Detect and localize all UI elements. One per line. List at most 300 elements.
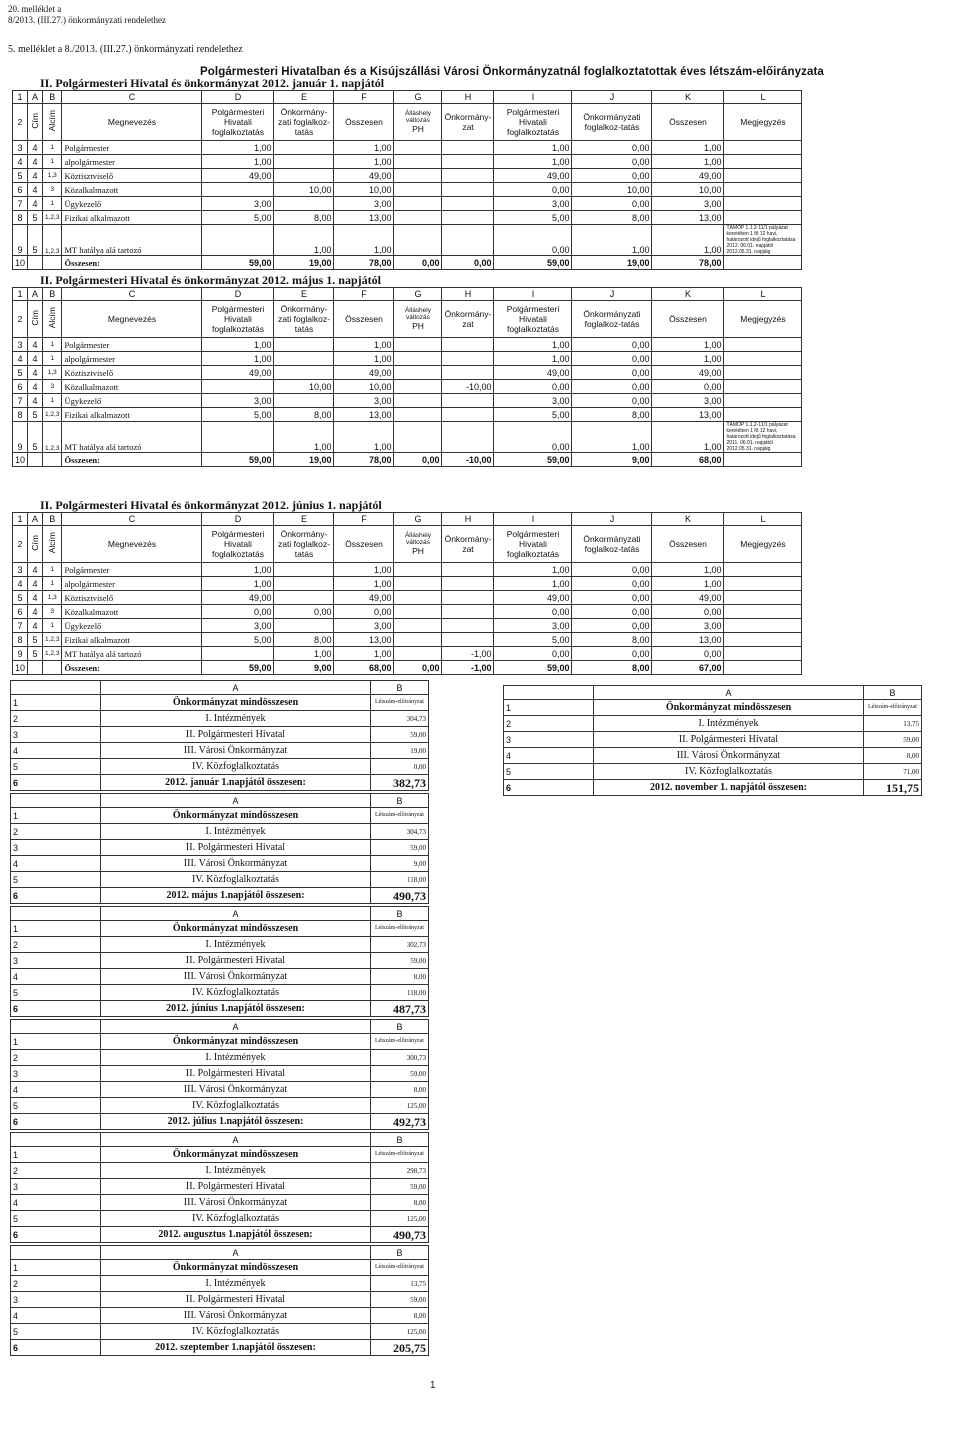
- col-alcim: Alcím: [43, 526, 62, 563]
- row-number: 6: [11, 888, 101, 904]
- table-row: [13, 563, 802, 577]
- row-number: 2: [504, 716, 594, 732]
- category-value: 125,00: [371, 1211, 429, 1227]
- alcim-cell: 1,2,3: [43, 633, 62, 647]
- value-cell: [442, 155, 494, 169]
- cim-cell: 5: [28, 422, 43, 453]
- row-number: 4: [11, 1195, 101, 1211]
- value-cell: 0,00: [494, 605, 572, 619]
- value-cell: 0,00: [572, 338, 652, 352]
- column-letter: A: [101, 1020, 371, 1034]
- value-cell: 59,00: [202, 453, 274, 467]
- value-cell: 49,00: [202, 591, 274, 605]
- value-cell: 1,00: [334, 577, 394, 591]
- column-letter: B: [371, 1020, 429, 1034]
- row-number: 7: [13, 619, 28, 633]
- name-cell: Fizikai alkalmazott: [62, 633, 202, 647]
- value-cell: 1,00: [652, 141, 724, 155]
- col-alcim: Alcím: [43, 104, 62, 141]
- table-row: [13, 225, 802, 256]
- alcim-cell: 1,3: [43, 169, 62, 183]
- value-cell: [274, 577, 334, 591]
- value-cell: 0,00: [572, 563, 652, 577]
- value-cell: 8,00: [572, 211, 652, 225]
- cim-cell: 4: [28, 183, 43, 197]
- cim-cell: 5: [28, 211, 43, 225]
- total-label: 2012. július 1.napjától összesen:: [101, 1114, 371, 1130]
- value-cell: -10,00: [442, 453, 494, 467]
- col-megjegyzes: Megjegyzés: [724, 526, 802, 563]
- value-cell: 1,00: [274, 422, 334, 453]
- value-cell: 0,00: [572, 605, 652, 619]
- column-letter: D: [202, 513, 274, 526]
- value-cell: 1,00: [494, 141, 572, 155]
- category-value: 118,00: [371, 872, 429, 888]
- column-letter: J: [572, 91, 652, 104]
- value-cell: [394, 647, 442, 661]
- col-osszesen-new: Összesen: [652, 526, 724, 563]
- table-row: [11, 1179, 429, 1195]
- value-cell: 19,00: [274, 453, 334, 467]
- row-number: 3: [11, 840, 101, 856]
- value-cell: 3,00: [202, 197, 274, 211]
- table-row: [11, 1098, 429, 1114]
- col-alcim: Alcím: [43, 301, 62, 338]
- value-cell: 3,00: [334, 619, 394, 633]
- column-letter: B: [864, 686, 922, 700]
- total-label: 2012. június 1.napjától összesen:: [101, 1001, 371, 1017]
- note-cell: [724, 197, 802, 211]
- value-cell: [394, 422, 442, 453]
- value-cell: [442, 183, 494, 197]
- col-ph-foglalkoztatas-new: Polgármesteri Hivatali foglalkoztatás: [494, 104, 572, 141]
- value-cell: [442, 394, 494, 408]
- name-cell: alpolgármester: [62, 352, 202, 366]
- value-cell: [442, 633, 494, 647]
- table-row: [13, 577, 802, 591]
- value-cell: [274, 366, 334, 380]
- value-cell: 0,00: [442, 256, 494, 270]
- staffing-table: [12, 287, 802, 467]
- col-osszesen-new: Összesen: [652, 104, 724, 141]
- row-number: [11, 681, 101, 695]
- value-cell: 13,00: [652, 633, 724, 647]
- category-label: II. Polgármesteri Hivatal: [101, 840, 371, 856]
- category-value: 19,00: [371, 743, 429, 759]
- value-cell: [394, 366, 442, 380]
- value-cell: [442, 422, 494, 453]
- note-cell: [724, 619, 802, 633]
- alcim-cell: [43, 661, 62, 675]
- value-cell: 1,00: [334, 563, 394, 577]
- cim-cell: 4: [28, 169, 43, 183]
- value-cell: 49,00: [494, 169, 572, 183]
- name-cell: Közalkalmazott: [62, 380, 202, 394]
- row-number: 4: [13, 352, 28, 366]
- note-cell: [724, 169, 802, 183]
- row-number: 4: [13, 155, 28, 169]
- value-cell: 1,00: [652, 352, 724, 366]
- category-value: 59,00: [371, 1292, 429, 1308]
- value-cell: 0,00: [494, 422, 572, 453]
- table-row: [11, 1195, 429, 1211]
- row-number: 10: [13, 661, 28, 675]
- cim-cell: 5: [28, 647, 43, 661]
- row-number: [11, 907, 101, 921]
- name-cell: Közalkalmazott: [62, 183, 202, 197]
- letszam-header: Létszám-előirányzat: [371, 1034, 429, 1050]
- row-number: 2: [11, 824, 101, 840]
- value-cell: 1,00: [494, 563, 572, 577]
- value-cell: [394, 605, 442, 619]
- value-cell: [274, 591, 334, 605]
- value-cell: 49,00: [202, 366, 274, 380]
- alcim-cell: 1,2,3: [43, 211, 62, 225]
- value-cell: [274, 619, 334, 633]
- table-row: [13, 141, 802, 155]
- column-letter: G: [394, 513, 442, 526]
- value-cell: 8,00: [572, 661, 652, 675]
- note-cell: [724, 591, 802, 605]
- value-cell: [394, 211, 442, 225]
- value-cell: 0,00: [394, 256, 442, 270]
- table-row: [11, 1066, 429, 1082]
- main-title: Polgármesteri Hivatalban és a Kisújszállási Városi Önkormányzatnál foglalkoztatottak éves létszám-előirányzata: [200, 66, 824, 78]
- value-cell: [274, 338, 334, 352]
- value-cell: [394, 155, 442, 169]
- alcim-cell: 1: [43, 141, 62, 155]
- col-onk-foglalkoztatas: Önkormány-zati foglalkoz-tatás: [274, 104, 334, 141]
- value-cell: 5,00: [202, 211, 274, 225]
- summary-table: [10, 793, 429, 904]
- value-cell: 1,00: [334, 647, 394, 661]
- value-cell: 13,00: [652, 211, 724, 225]
- table-row: [504, 748, 922, 764]
- value-cell: 0,00: [394, 453, 442, 467]
- col-osszesen: Összesen: [334, 526, 394, 563]
- note-cell: [724, 661, 802, 675]
- table-title: II. Polgármesteri Hivatal és önkormányzat 2012. január 1. napjától: [40, 76, 385, 90]
- name-cell: Köztisztviselő: [62, 169, 202, 183]
- category-label: IV. Közfoglalkoztatás: [101, 1324, 371, 1340]
- column-letter: A: [28, 91, 43, 104]
- value-cell: 1,00: [202, 577, 274, 591]
- name-cell: MT hatálya alá tartozó: [62, 647, 202, 661]
- value-cell: [394, 563, 442, 577]
- row-number: 3: [11, 1066, 101, 1082]
- table-row: [13, 647, 802, 661]
- summary-heading: Önkormányzat mindösszesen: [101, 695, 371, 711]
- value-cell: [442, 408, 494, 422]
- note-cell: [724, 647, 802, 661]
- summary-heading: Önkormányzat mindösszesen: [101, 1260, 371, 1276]
- value-cell: [442, 366, 494, 380]
- row-number: 2: [13, 301, 28, 338]
- value-cell: 1,00: [572, 422, 652, 453]
- note-cell: TÁMOP 1.1.2-11/1 pályázat keretében 1 fő 12 havi, határozott idejű foglalkoztatása 2012. 06.01. napjától 2012.05.31. napjáig: [724, 225, 802, 256]
- column-letter: A: [101, 681, 371, 695]
- value-cell: 1,00: [494, 577, 572, 591]
- alcim-cell: 1: [43, 619, 62, 633]
- column-letter: B: [43, 513, 62, 526]
- table-row: [11, 1324, 429, 1340]
- cim-cell: 4: [28, 605, 43, 619]
- table-row: [13, 338, 802, 352]
- name-cell: Összesen:: [62, 661, 202, 675]
- note-cell: [724, 394, 802, 408]
- col-onk-foglalkoztatas-new: Önkormányzati foglalkoz-tatás: [572, 526, 652, 563]
- row-number: 6: [11, 775, 101, 791]
- value-cell: 78,00: [334, 256, 394, 270]
- row-number: 6: [13, 183, 28, 197]
- value-cell: [442, 169, 494, 183]
- row-number: 5: [11, 1211, 101, 1227]
- col-ph-foglalkoztatas-new: Polgármesteri Hivatali foglalkoztatás: [494, 526, 572, 563]
- value-cell: [202, 422, 274, 453]
- category-label: I. Intézmények: [101, 1050, 371, 1066]
- alcim-cell: 1,2,3: [43, 647, 62, 661]
- col-megjegyzes: Megjegyzés: [724, 104, 802, 141]
- value-cell: [274, 155, 334, 169]
- name-cell: Polgármester: [62, 563, 202, 577]
- alcim-cell: 3: [43, 605, 62, 619]
- value-cell: 5,00: [494, 211, 572, 225]
- value-cell: 59,00: [202, 256, 274, 270]
- alcim-cell: [43, 453, 62, 467]
- note-cell: [724, 633, 802, 647]
- col-onk-foglalkoztatas: Önkormány-zati foglalkoz-tatás: [274, 526, 334, 563]
- column-letter: L: [724, 91, 802, 104]
- column-letter: A: [101, 794, 371, 808]
- col-ph-foglalkoztatas-new: Polgármesteri Hivatali foglalkoztatás: [494, 301, 572, 338]
- row-number: [11, 1246, 101, 1260]
- table-row: [13, 591, 802, 605]
- value-cell: 10,00: [334, 380, 394, 394]
- row-number: 1: [11, 1034, 101, 1050]
- category-label: I. Intézmények: [594, 716, 864, 732]
- row-number: 9: [13, 422, 28, 453]
- row-number: 5: [11, 1324, 101, 1340]
- value-cell: 78,00: [652, 256, 724, 270]
- value-cell: 3,00: [202, 394, 274, 408]
- value-cell: [394, 225, 442, 256]
- category-label: IV. Közfoglalkoztatás: [101, 1098, 371, 1114]
- name-cell: Összesen:: [62, 256, 202, 270]
- col-osszesen: Összesen: [334, 301, 394, 338]
- category-value: 304,73: [371, 711, 429, 727]
- value-cell: 1,00: [652, 422, 724, 453]
- category-label: IV. Közfoglalkoztatás: [594, 764, 864, 780]
- row-number: 1: [11, 1260, 101, 1276]
- row-number: 1: [11, 808, 101, 824]
- column-letter: G: [394, 288, 442, 301]
- total-label: 2012. november 1. napjától összesen:: [594, 780, 864, 796]
- value-cell: 0,00: [572, 352, 652, 366]
- value-cell: 5,00: [494, 633, 572, 647]
- value-cell: 0,00: [494, 647, 572, 661]
- summary-table: [10, 1245, 429, 1356]
- table-row: [11, 759, 429, 775]
- summary-heading: Önkormányzat mindösszesen: [101, 1034, 371, 1050]
- col-ph: Álláshely változás PH: [394, 301, 442, 338]
- col-cim: Cím: [28, 301, 43, 338]
- column-letter: F: [334, 91, 394, 104]
- value-cell: 1,00: [652, 577, 724, 591]
- value-cell: 0,00: [572, 619, 652, 633]
- table-row: [13, 661, 802, 675]
- row-number: [11, 1133, 101, 1147]
- summary-heading: Önkormányzat mindösszesen: [101, 921, 371, 937]
- row-number: [504, 686, 594, 700]
- value-cell: 68,00: [652, 453, 724, 467]
- value-cell: 78,00: [334, 453, 394, 467]
- col-onk-foglalkoztatas-new: Önkormányzati foglalkoz-tatás: [572, 104, 652, 141]
- category-value: 118,00: [371, 985, 429, 1001]
- row-number: 5: [13, 169, 28, 183]
- page-number: 1: [430, 1380, 436, 1391]
- cim-cell: 4: [28, 380, 43, 394]
- value-cell: 0,00: [494, 380, 572, 394]
- category-value: 59,00: [371, 953, 429, 969]
- cim-cell: 5: [28, 225, 43, 256]
- value-cell: 1,00: [652, 338, 724, 352]
- total-value: 490,73: [371, 1227, 429, 1243]
- column-letter: B: [371, 794, 429, 808]
- alcim-cell: 1: [43, 197, 62, 211]
- table-row: [13, 605, 802, 619]
- name-cell: Polgármester: [62, 141, 202, 155]
- value-cell: [394, 183, 442, 197]
- value-cell: 3,00: [494, 394, 572, 408]
- value-cell: 49,00: [652, 366, 724, 380]
- value-cell: 49,00: [334, 366, 394, 380]
- category-label: II. Polgármesteri Hivatal: [594, 732, 864, 748]
- value-cell: [394, 338, 442, 352]
- col-ph: Álláshely változás PH: [394, 104, 442, 141]
- alcim-cell: 1,2,3: [43, 408, 62, 422]
- value-cell: 1,00: [334, 155, 394, 169]
- value-cell: [394, 394, 442, 408]
- row-number: 3: [13, 563, 28, 577]
- value-cell: 0,00: [572, 380, 652, 394]
- value-cell: 1,00: [202, 563, 274, 577]
- value-cell: 0,00: [572, 366, 652, 380]
- value-cell: [442, 619, 494, 633]
- row-number: 1: [13, 91, 28, 104]
- row-number: 2: [11, 1050, 101, 1066]
- category-value: 9,00: [371, 856, 429, 872]
- summary-table: [10, 1019, 429, 1130]
- table-row: [13, 453, 802, 467]
- column-letter: C: [62, 91, 202, 104]
- table-row: [13, 619, 802, 633]
- name-cell: Ügykezelő: [62, 619, 202, 633]
- category-value: 8,00: [371, 1308, 429, 1324]
- row-number: 4: [11, 743, 101, 759]
- cim-cell: 5: [28, 633, 43, 647]
- name-cell: alpolgármester: [62, 155, 202, 169]
- col-osszesen-new: Összesen: [652, 301, 724, 338]
- category-value: 71,00: [864, 764, 922, 780]
- category-label: III. Városi Önkormányzat: [101, 856, 371, 872]
- cim-cell: 5: [28, 408, 43, 422]
- alcim-cell: 1: [43, 577, 62, 591]
- alcim-cell: 1,2,3: [43, 422, 62, 453]
- category-value: 125,00: [371, 1324, 429, 1340]
- category-label: IV. Közfoglalkoztatás: [101, 985, 371, 1001]
- row-number: 1: [13, 288, 28, 301]
- value-cell: 1,00: [494, 338, 572, 352]
- value-cell: [274, 394, 334, 408]
- total-label: 2012. május 1.napjától összesen:: [101, 888, 371, 904]
- value-cell: 49,00: [652, 591, 724, 605]
- summary-table: [10, 1132, 429, 1243]
- total-value: 205,75: [371, 1340, 429, 1356]
- row-number: 4: [11, 1082, 101, 1098]
- note-cell: [724, 352, 802, 366]
- row-number: 2: [13, 526, 28, 563]
- note-cell: [724, 141, 802, 155]
- value-cell: [394, 619, 442, 633]
- row-number: 4: [11, 1308, 101, 1324]
- category-value: 59,00: [371, 1179, 429, 1195]
- row-number: 1: [11, 921, 101, 937]
- value-cell: [202, 380, 274, 394]
- value-cell: [394, 197, 442, 211]
- note-cell: TÁMOP 1.1.2-11/1 pályázat keretében 1 fő 12 havi, határozott idejű foglalkoztatása 2011. 06.01. napjától 2012.05.31. napjáig: [724, 422, 802, 453]
- row-number: 1: [13, 513, 28, 526]
- value-cell: -1,00: [442, 647, 494, 661]
- value-cell: 13,00: [334, 211, 394, 225]
- column-letter: F: [334, 513, 394, 526]
- category-value: 59,00: [371, 840, 429, 856]
- cim-cell: 4: [28, 141, 43, 155]
- value-cell: 59,00: [494, 661, 572, 675]
- value-cell: 0,00: [652, 647, 724, 661]
- value-cell: 10,00: [334, 183, 394, 197]
- header-line-2: 8/2013. (III.27.) önkormányzati rendelethez: [8, 15, 166, 25]
- row-number: 7: [13, 394, 28, 408]
- value-cell: 49,00: [494, 366, 572, 380]
- table-row: [11, 953, 429, 969]
- row-number: 2: [11, 937, 101, 953]
- value-cell: 3,00: [334, 394, 394, 408]
- row-number: 5: [11, 1098, 101, 1114]
- header-line-1: 20. melléklet a: [8, 4, 62, 14]
- cim-cell: 4: [28, 619, 43, 633]
- column-letter: A: [594, 686, 864, 700]
- table-row: [13, 256, 802, 270]
- category-label: II. Polgármesteri Hivatal: [101, 953, 371, 969]
- value-cell: 9,00: [572, 453, 652, 467]
- note-cell: [724, 338, 802, 352]
- name-cell: Köztisztviselő: [62, 591, 202, 605]
- value-cell: 59,00: [494, 453, 572, 467]
- value-cell: 1,00: [334, 141, 394, 155]
- cim-cell: 4: [28, 197, 43, 211]
- letszam-header: Létszám-előirányzat: [371, 921, 429, 937]
- row-number: 5: [13, 591, 28, 605]
- staffing-table: [12, 90, 802, 270]
- alcim-cell: 1: [43, 563, 62, 577]
- row-number: 4: [504, 748, 594, 764]
- alcim-cell: 1: [43, 394, 62, 408]
- table-row: [13, 422, 802, 453]
- summary-table: [10, 680, 429, 791]
- table-row: [11, 1308, 429, 1324]
- name-cell: MT hatálya alá tartozó: [62, 422, 202, 453]
- note-cell: [724, 605, 802, 619]
